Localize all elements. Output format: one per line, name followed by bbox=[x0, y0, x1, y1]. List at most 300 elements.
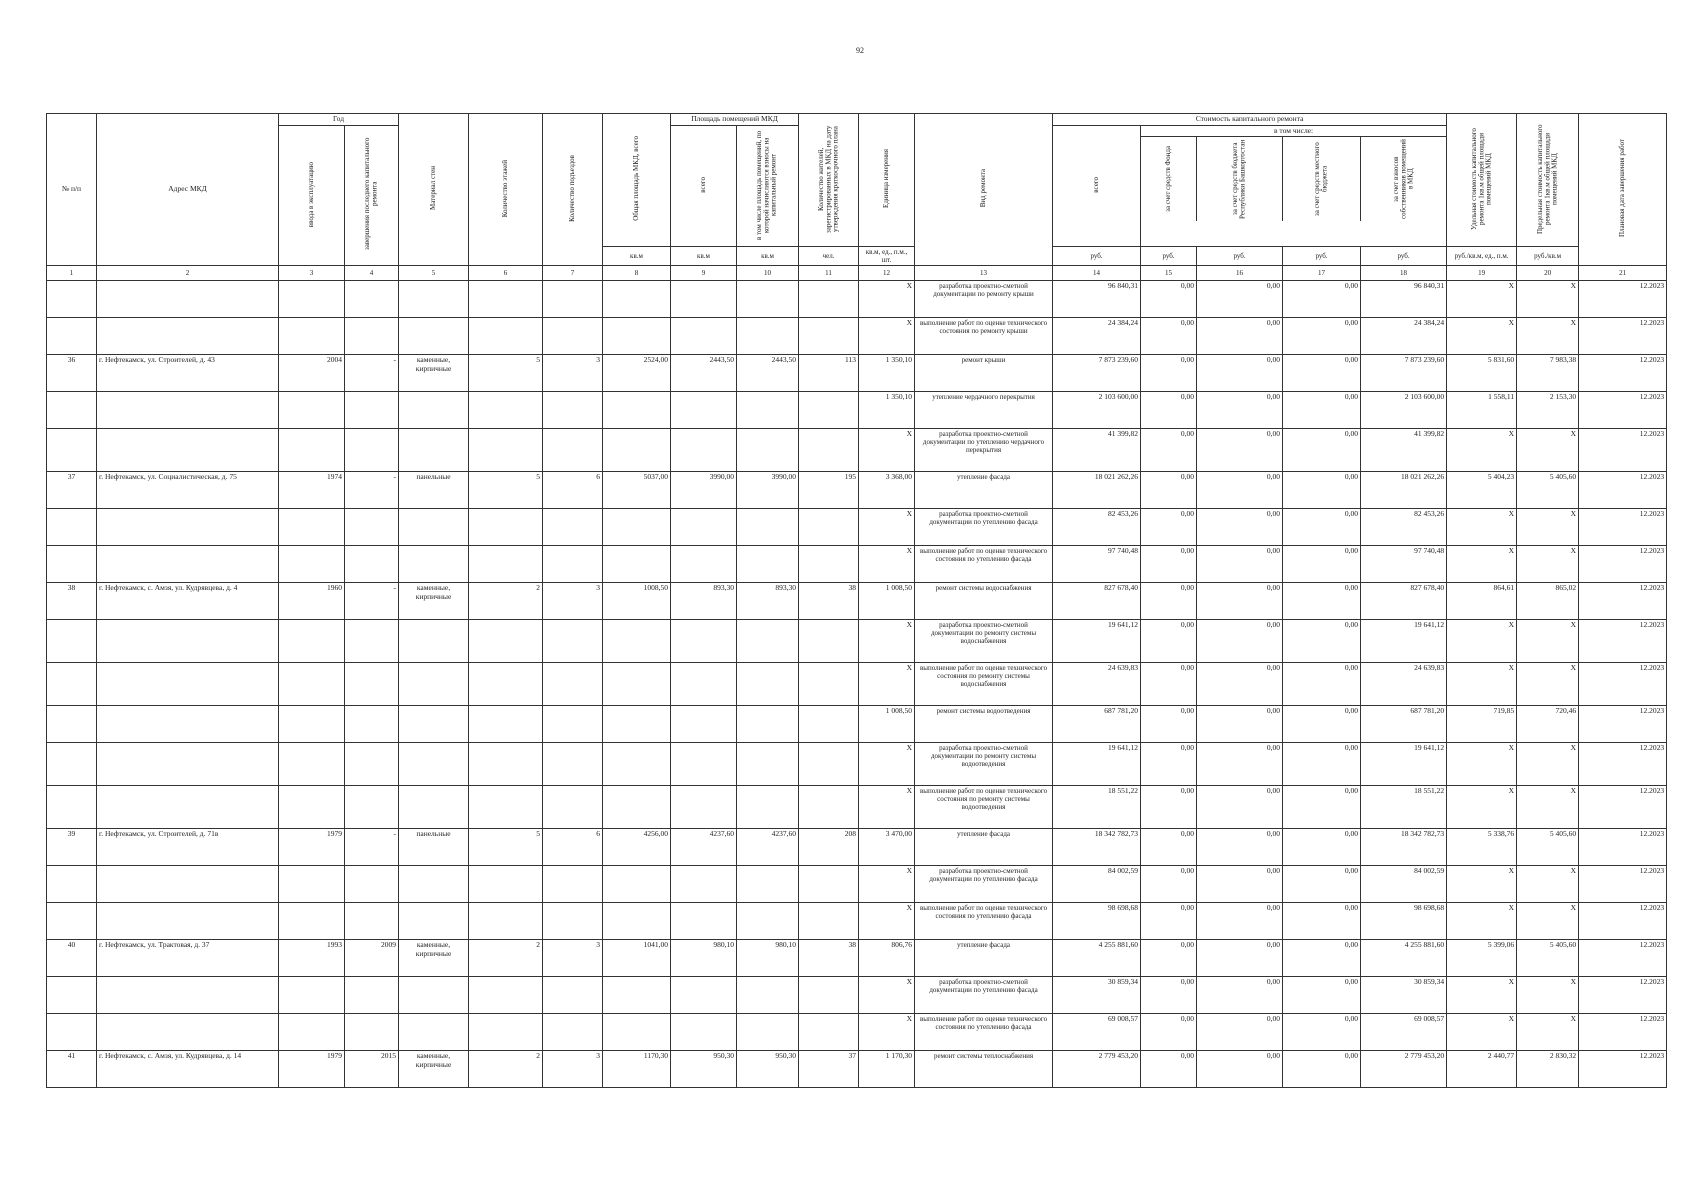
cell-wall: каменные, кирпичные bbox=[399, 1051, 469, 1088]
unit-col10: кв.м bbox=[737, 247, 799, 266]
cell-area-all bbox=[671, 663, 737, 706]
header-area-group: Площадь помещений МКД bbox=[671, 114, 799, 126]
cell-fund: 0,00 bbox=[1141, 903, 1197, 940]
cell-entr bbox=[543, 392, 603, 429]
cell-addr bbox=[97, 318, 279, 355]
cell-unit-cost: 5 399,06 bbox=[1447, 940, 1517, 977]
cell-floors bbox=[469, 786, 543, 829]
cell-date: 12.2023 bbox=[1579, 392, 1667, 429]
cell-unit-cost: X bbox=[1447, 663, 1517, 706]
cell-own: 82 453,26 bbox=[1361, 509, 1447, 546]
cell-wall: панельные bbox=[399, 829, 469, 866]
cell-addr bbox=[97, 866, 279, 903]
cell-local: 0,00 bbox=[1283, 977, 1361, 1014]
cell-total: 18 021 262,26 bbox=[1053, 472, 1141, 509]
cell-total: 41 399,82 bbox=[1053, 429, 1141, 472]
cell-own: 2 103 600,00 bbox=[1361, 392, 1447, 429]
cell-last bbox=[345, 977, 399, 1014]
cell-people bbox=[799, 1014, 859, 1051]
capital-repair-table bbox=[46, 113, 1667, 1088]
cell-qty: X bbox=[859, 429, 915, 472]
cell-wall bbox=[399, 546, 469, 583]
cell-wall: каменные, кирпичные bbox=[399, 940, 469, 977]
cell-total: 98 698,68 bbox=[1053, 903, 1141, 940]
cell-built bbox=[279, 429, 345, 472]
cell-area bbox=[603, 866, 671, 903]
cell-total: 7 873 239,60 bbox=[1053, 355, 1141, 392]
cell-built bbox=[279, 1014, 345, 1051]
cell-fund: 0,00 bbox=[1141, 706, 1197, 743]
header-incl-group bbox=[1141, 125, 1447, 247]
cell-qty: X bbox=[859, 743, 915, 786]
cell-addr bbox=[97, 743, 279, 786]
header-incl-cols bbox=[1141, 137, 1446, 221]
cell-unit-cost: 719,85 bbox=[1447, 706, 1517, 743]
cell-last: - bbox=[345, 829, 399, 866]
cell-no: 39 bbox=[47, 829, 97, 866]
cell-floors bbox=[469, 743, 543, 786]
cell-area bbox=[603, 977, 671, 1014]
cell-unit-cost: X bbox=[1447, 866, 1517, 903]
cell-entr bbox=[543, 429, 603, 472]
cell-area-all bbox=[671, 903, 737, 940]
cell-area-all bbox=[671, 318, 737, 355]
cell-limit: X bbox=[1517, 429, 1579, 472]
cell-area-fee bbox=[737, 663, 799, 706]
cell-floors: 5 bbox=[469, 472, 543, 509]
cell-total: 687 781,20 bbox=[1053, 706, 1141, 743]
header-col11: Количество жителей, зарегистрированных в МКД на дату утверждения краткосрочного плана bbox=[799, 114, 859, 247]
cell-area bbox=[603, 546, 671, 583]
cell-work: выполнение работ по оценке технического состояния по утеплению фасада bbox=[915, 903, 1053, 940]
cell-entr bbox=[543, 318, 603, 355]
column-number: 2 bbox=[97, 266, 279, 281]
cell-people: 195 bbox=[799, 472, 859, 509]
cell-last bbox=[345, 663, 399, 706]
cell-area bbox=[603, 509, 671, 546]
cell-wall: каменные, кирпичные bbox=[399, 355, 469, 392]
cell-own: 41 399,82 bbox=[1361, 429, 1447, 472]
cell-floors bbox=[469, 903, 543, 940]
cell-floors: 5 bbox=[469, 355, 543, 392]
cell-date: 12.2023 bbox=[1579, 318, 1667, 355]
header-col1: № п/п bbox=[47, 114, 97, 266]
cell-floors bbox=[469, 429, 543, 472]
cell-own: 18 342 782,73 bbox=[1361, 829, 1447, 866]
table-row bbox=[47, 318, 1667, 355]
cell-fund: 0,00 bbox=[1141, 866, 1197, 903]
cell-date: 12.2023 bbox=[1579, 1014, 1667, 1051]
cell-local: 0,00 bbox=[1283, 392, 1361, 429]
cell-area bbox=[603, 706, 671, 743]
column-number: 5 bbox=[399, 266, 469, 281]
cell-addr bbox=[97, 620, 279, 663]
unit-col11: чел. bbox=[799, 247, 859, 266]
cell-last bbox=[345, 786, 399, 829]
cell-rb: 0,00 bbox=[1197, 940, 1283, 977]
cell-wall bbox=[399, 429, 469, 472]
header-col9: всего bbox=[671, 125, 737, 247]
cell-own: 4 255 881,60 bbox=[1361, 940, 1447, 977]
cell-limit: 5 405,60 bbox=[1517, 940, 1579, 977]
cell-total: 19 641,12 bbox=[1053, 620, 1141, 663]
cell-fund: 0,00 bbox=[1141, 281, 1197, 318]
cell-local: 0,00 bbox=[1283, 318, 1361, 355]
cell-own: 2 779 453,20 bbox=[1361, 1051, 1447, 1088]
cell-area-all bbox=[671, 281, 737, 318]
cell-floors bbox=[469, 318, 543, 355]
cell-area-fee: 893,30 bbox=[737, 583, 799, 620]
cell-own: 687 781,20 bbox=[1361, 706, 1447, 743]
cell-last bbox=[345, 546, 399, 583]
cell-last: 2015 bbox=[345, 1051, 399, 1088]
cell-own: 24 384,24 bbox=[1361, 318, 1447, 355]
cell-local: 0,00 bbox=[1283, 706, 1361, 743]
cell-total: 4 255 881,60 bbox=[1053, 940, 1141, 977]
cell-floors bbox=[469, 663, 543, 706]
cell-unit-cost: 5 831,60 bbox=[1447, 355, 1517, 392]
column-number: 13 bbox=[915, 266, 1053, 281]
cell-rb: 0,00 bbox=[1197, 318, 1283, 355]
cell-limit: 2 153,30 bbox=[1517, 392, 1579, 429]
table-row bbox=[47, 620, 1667, 663]
cell-addr bbox=[97, 977, 279, 1014]
cell-unit-cost: 2 440,77 bbox=[1447, 1051, 1517, 1088]
cell-entr bbox=[543, 546, 603, 583]
table-header bbox=[47, 114, 1667, 281]
cell-no bbox=[47, 977, 97, 1014]
cell-area: 1008,50 bbox=[603, 583, 671, 620]
column-number: 14 bbox=[1053, 266, 1141, 281]
cell-limit: X bbox=[1517, 281, 1579, 318]
cell-date: 12.2023 bbox=[1579, 546, 1667, 583]
cell-floors bbox=[469, 620, 543, 663]
table-row bbox=[47, 509, 1667, 546]
cell-entr: 3 bbox=[543, 355, 603, 392]
cell-people bbox=[799, 743, 859, 786]
cell-last bbox=[345, 429, 399, 472]
cell-last bbox=[345, 1014, 399, 1051]
cell-fund: 0,00 bbox=[1141, 392, 1197, 429]
cell-area-all: 980,10 bbox=[671, 940, 737, 977]
cell-no bbox=[47, 509, 97, 546]
cell-wall: панельные bbox=[399, 472, 469, 509]
cell-work: выполнение работ по оценке технического состояния по ремонту системы водоснабжения bbox=[915, 663, 1053, 706]
cell-no bbox=[47, 546, 97, 583]
cell-area-fee bbox=[737, 429, 799, 472]
cell-no bbox=[47, 663, 97, 706]
cell-total: 97 740,48 bbox=[1053, 546, 1141, 583]
header-col13: Вид ремонта bbox=[915, 114, 1053, 266]
cell-local: 0,00 bbox=[1283, 1051, 1361, 1088]
cell-qty: X bbox=[859, 509, 915, 546]
cell-qty: 1 350,10 bbox=[859, 392, 915, 429]
cell-fund: 0,00 bbox=[1141, 829, 1197, 866]
cell-area bbox=[603, 429, 671, 472]
cell-area bbox=[603, 392, 671, 429]
cell-work: утепление фасада bbox=[915, 940, 1053, 977]
cell-qty: X bbox=[859, 866, 915, 903]
cell-date: 12.2023 bbox=[1579, 977, 1667, 1014]
cell-floors bbox=[469, 281, 543, 318]
unit-col16: руб. bbox=[1197, 247, 1283, 266]
header-col8: Общая площадь МКД, всего bbox=[603, 114, 671, 247]
cell-unit-cost: 5 404,23 bbox=[1447, 472, 1517, 509]
cell-floors bbox=[469, 866, 543, 903]
cell-area-all bbox=[671, 509, 737, 546]
cell-floors: 5 bbox=[469, 829, 543, 866]
cell-limit: X bbox=[1517, 977, 1579, 1014]
cell-work: выполнение работ по оценке технического состояния по ремонту крыши bbox=[915, 318, 1053, 355]
cell-wall bbox=[399, 392, 469, 429]
cell-no bbox=[47, 903, 97, 940]
cell-area-fee bbox=[737, 509, 799, 546]
cell-own: 84 002,59 bbox=[1361, 866, 1447, 903]
cell-area bbox=[603, 786, 671, 829]
cell-people: 113 bbox=[799, 355, 859, 392]
header-col15: за счет средств Фонда bbox=[1141, 137, 1197, 221]
cell-unit-cost: X bbox=[1447, 281, 1517, 318]
table-row bbox=[47, 940, 1667, 977]
cell-area-fee bbox=[737, 392, 799, 429]
header-col2: Адрес МКД bbox=[97, 114, 279, 266]
cell-entr bbox=[543, 1014, 603, 1051]
cell-unit-cost: X bbox=[1447, 786, 1517, 829]
cell-unit-cost: 1 558,11 bbox=[1447, 392, 1517, 429]
table-row bbox=[47, 1051, 1667, 1088]
table-row bbox=[47, 903, 1667, 940]
cell-total: 18 551,22 bbox=[1053, 786, 1141, 829]
cell-built bbox=[279, 281, 345, 318]
cell-local: 0,00 bbox=[1283, 281, 1361, 318]
cell-area-fee bbox=[737, 977, 799, 1014]
cell-total: 24 384,24 bbox=[1053, 318, 1141, 355]
cell-work: разработка проектно-сметной документации по утеплению чердачного перекрытия bbox=[915, 429, 1053, 472]
cell-local: 0,00 bbox=[1283, 903, 1361, 940]
cell-limit: X bbox=[1517, 1014, 1579, 1051]
cell-unit-cost: X bbox=[1447, 903, 1517, 940]
cell-area-all bbox=[671, 429, 737, 472]
cell-people bbox=[799, 903, 859, 940]
table-body bbox=[47, 281, 1667, 1088]
cell-date: 12.2023 bbox=[1579, 583, 1667, 620]
cell-date: 12.2023 bbox=[1579, 663, 1667, 706]
table-row bbox=[47, 786, 1667, 829]
table-row bbox=[47, 663, 1667, 706]
cell-qty: X bbox=[859, 663, 915, 706]
cell-entr bbox=[543, 663, 603, 706]
cell-addr bbox=[97, 706, 279, 743]
cell-entr bbox=[543, 620, 603, 663]
column-number: 8 bbox=[603, 266, 671, 281]
cell-work: выполнение работ по оценке технического состояния по утеплению фасада bbox=[915, 1014, 1053, 1051]
cell-built bbox=[279, 318, 345, 355]
cell-area: 1170,30 bbox=[603, 1051, 671, 1088]
cell-own: 96 840,31 bbox=[1361, 281, 1447, 318]
cell-date: 12.2023 bbox=[1579, 866, 1667, 903]
cell-total: 69 008,57 bbox=[1053, 1014, 1141, 1051]
column-number: 21 bbox=[1579, 266, 1667, 281]
header-incl: в том числе: bbox=[1141, 126, 1446, 138]
header-cost-group: Стоимость капитального ремонта bbox=[1053, 114, 1447, 126]
unit-col19: руб./кв.м, ед., п.м. bbox=[1447, 247, 1517, 266]
cell-addr bbox=[97, 1014, 279, 1051]
cell-unit-cost: X bbox=[1447, 546, 1517, 583]
cell-no bbox=[47, 866, 97, 903]
cell-addr bbox=[97, 429, 279, 472]
cell-area-all: 2443,50 bbox=[671, 355, 737, 392]
cell-last bbox=[345, 318, 399, 355]
cell-people bbox=[799, 866, 859, 903]
cell-no bbox=[47, 706, 97, 743]
cell-no: 36 bbox=[47, 355, 97, 392]
cell-total: 827 678,40 bbox=[1053, 583, 1141, 620]
cell-limit: X bbox=[1517, 786, 1579, 829]
cell-area-fee bbox=[737, 903, 799, 940]
cell-area-all bbox=[671, 392, 737, 429]
table-row bbox=[47, 743, 1667, 786]
cell-floors: 2 bbox=[469, 940, 543, 977]
cell-date: 12.2023 bbox=[1579, 1051, 1667, 1088]
cell-qty: 3 470,00 bbox=[859, 829, 915, 866]
cell-wall bbox=[399, 903, 469, 940]
table-row bbox=[47, 583, 1667, 620]
cell-date: 12.2023 bbox=[1579, 786, 1667, 829]
cell-date: 12.2023 bbox=[1579, 620, 1667, 663]
cell-fund: 0,00 bbox=[1141, 583, 1197, 620]
cell-no bbox=[47, 281, 97, 318]
cell-limit: 7 983,38 bbox=[1517, 355, 1579, 392]
cell-own: 18 551,22 bbox=[1361, 786, 1447, 829]
unit-col12: кв.м, ед., п.м., шт. bbox=[859, 247, 915, 266]
cell-area-fee bbox=[737, 1014, 799, 1051]
table-row bbox=[47, 977, 1667, 1014]
cell-own: 97 740,48 bbox=[1361, 546, 1447, 583]
cell-own: 98 698,68 bbox=[1361, 903, 1447, 940]
cell-rb: 0,00 bbox=[1197, 743, 1283, 786]
cell-work: разработка проектно-сметной документации по ремонту системы водоснабжения bbox=[915, 620, 1053, 663]
cell-wall bbox=[399, 866, 469, 903]
cell-built bbox=[279, 620, 345, 663]
cell-area-fee bbox=[737, 743, 799, 786]
cell-limit: X bbox=[1517, 903, 1579, 940]
cell-no: 40 bbox=[47, 940, 97, 977]
cell-work: разработка проектно-сметной документации по утеплению фасада bbox=[915, 977, 1053, 1014]
cell-rb: 0,00 bbox=[1197, 866, 1283, 903]
cell-no bbox=[47, 1014, 97, 1051]
cell-entr bbox=[543, 977, 603, 1014]
cell-built: 1960 bbox=[279, 583, 345, 620]
cell-area bbox=[603, 620, 671, 663]
header-col16: за счет средств бюджета Республики Башкортостан bbox=[1197, 137, 1283, 221]
cell-area-fee bbox=[737, 866, 799, 903]
cell-local: 0,00 bbox=[1283, 355, 1361, 392]
cell-last bbox=[345, 392, 399, 429]
cell-unit-cost: X bbox=[1447, 620, 1517, 663]
cell-wall bbox=[399, 509, 469, 546]
cell-floors: 2 bbox=[469, 583, 543, 620]
column-number: 19 bbox=[1447, 266, 1517, 281]
cell-work: утепление чердачного перекрытия bbox=[915, 392, 1053, 429]
header-col12: Единица измерения bbox=[859, 114, 915, 247]
cell-entr bbox=[543, 866, 603, 903]
cell-local: 0,00 bbox=[1283, 546, 1361, 583]
cell-floors bbox=[469, 509, 543, 546]
cell-rb: 0,00 bbox=[1197, 281, 1283, 318]
cell-work: выполнение работ по оценке технического состояния по утеплению фасада bbox=[915, 546, 1053, 583]
table-row bbox=[47, 1014, 1667, 1051]
cell-fund: 0,00 bbox=[1141, 977, 1197, 1014]
cell-rb: 0,00 bbox=[1197, 546, 1283, 583]
cell-no bbox=[47, 743, 97, 786]
cell-entr: 3 bbox=[543, 583, 603, 620]
cell-area-fee: 3990,00 bbox=[737, 472, 799, 509]
cell-local: 0,00 bbox=[1283, 472, 1361, 509]
header-col20: Предельная стоимость капитального ремонта 1кв.м общей площади помещений МКД bbox=[1517, 114, 1579, 247]
cell-area-fee: 950,30 bbox=[737, 1051, 799, 1088]
cell-last bbox=[345, 866, 399, 903]
cell-addr: г. Нефтекамск, с. Амзя, ул. Кудрявцева, д. 14 bbox=[97, 1051, 279, 1088]
cell-entr bbox=[543, 281, 603, 318]
cell-area-fee: 980,10 bbox=[737, 940, 799, 977]
table-row bbox=[47, 829, 1667, 866]
cell-area-fee bbox=[737, 620, 799, 663]
cell-last bbox=[345, 281, 399, 318]
cell-limit: X bbox=[1517, 620, 1579, 663]
cell-local: 0,00 bbox=[1283, 786, 1361, 829]
cell-rb: 0,00 bbox=[1197, 977, 1283, 1014]
column-number: 4 bbox=[345, 266, 399, 281]
cell-built: 1979 bbox=[279, 1051, 345, 1088]
cell-local: 0,00 bbox=[1283, 429, 1361, 472]
cell-people: 208 bbox=[799, 829, 859, 866]
table-row bbox=[47, 429, 1667, 472]
table-row bbox=[47, 546, 1667, 583]
cell-date: 12.2023 bbox=[1579, 940, 1667, 977]
cell-own: 69 008,57 bbox=[1361, 1014, 1447, 1051]
cell-qty: 806,76 bbox=[859, 940, 915, 977]
cell-total: 2 103 600,00 bbox=[1053, 392, 1141, 429]
cell-area-all bbox=[671, 786, 737, 829]
cell-floors: 2 bbox=[469, 1051, 543, 1088]
cell-limit: X bbox=[1517, 318, 1579, 355]
cell-addr bbox=[97, 392, 279, 429]
cell-last: 2009 bbox=[345, 940, 399, 977]
cell-addr bbox=[97, 786, 279, 829]
cell-people bbox=[799, 392, 859, 429]
cell-rb: 0,00 bbox=[1197, 663, 1283, 706]
cell-area: 2524,00 bbox=[603, 355, 671, 392]
unit-col14: руб. bbox=[1053, 247, 1141, 266]
cell-people bbox=[799, 546, 859, 583]
header-col19: Удельная стоимость капитального ремонта 1кв.м общей площади помещений МКД bbox=[1447, 114, 1517, 247]
cell-people: 38 bbox=[799, 583, 859, 620]
cell-qty: 1 008,50 bbox=[859, 706, 915, 743]
cell-local: 0,00 bbox=[1283, 829, 1361, 866]
page-number: 92 bbox=[856, 46, 864, 55]
cell-no bbox=[47, 786, 97, 829]
header-col7: Количество подъездов bbox=[543, 114, 603, 266]
header-col14: всего bbox=[1053, 125, 1141, 247]
cell-people bbox=[799, 786, 859, 829]
cell-rb: 0,00 bbox=[1197, 355, 1283, 392]
header-year-group: Год bbox=[279, 114, 399, 126]
cell-entr: 6 bbox=[543, 829, 603, 866]
unit-col18: руб. bbox=[1361, 247, 1447, 266]
cell-fund: 0,00 bbox=[1141, 355, 1197, 392]
cell-date: 12.2023 bbox=[1579, 743, 1667, 786]
cell-people bbox=[799, 509, 859, 546]
